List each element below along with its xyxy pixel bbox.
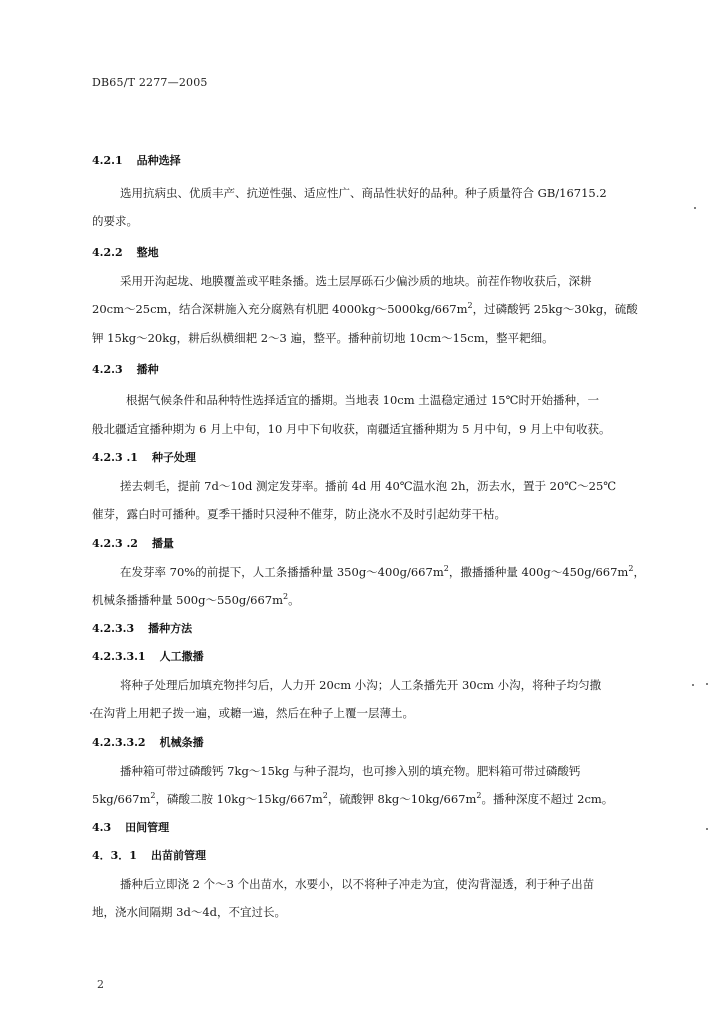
section-title: 播种 <box>136 363 159 376</box>
section-number: 4.2.3 .1 <box>92 451 138 464</box>
paragraph-line: 在沟背上用耙子拨一遍，或耱一遍，然后在种子上覆一层薄土。 <box>92 706 414 720</box>
paragraph-line: 般北疆适宜播种期为 6 月上中旬，10 月中下旬收获，南疆适宜播种期为 5 月中旬，9 月上中旬收获。 <box>92 422 611 436</box>
section-heading-4-2-1 <box>92 152 181 168</box>
paragraph-line: 播种后立即浇 2 个～3 个出苗水，水要小，以不将种子冲走为宜，使沟背湿透，利于种子出苗 <box>120 877 595 891</box>
section-number: 4.3 <box>92 821 112 834</box>
section-heading-4-3 <box>92 819 169 835</box>
section-title: 整地 <box>136 246 159 259</box>
section-title: 人工撒播 <box>159 650 204 663</box>
paragraph-line: 钾 15kg～20kg，耕后纵横细耙 2～3 遍，整平。播种前切地 10cm～15cm，整平耙细。 <box>92 331 554 345</box>
section-number: 4.2.2 <box>92 246 123 259</box>
scan-speck <box>692 684 694 686</box>
paragraph-line: 选用抗病虫、优质丰产、抗逆性强、适应性广、商品性状好的品种。种子质量符合 GB/16715.2 <box>120 186 607 200</box>
document-header: DB65/T 2277—2005 <box>92 76 208 89</box>
paragraph-line: 地，浇水间隔期 3d～4d，不宜过长。 <box>92 905 287 919</box>
page-number: 2 <box>97 978 104 991</box>
section-heading-4-2-3 <box>92 361 159 377</box>
section-heading-4-2-2 <box>92 244 159 260</box>
section-number: 4．3．1 <box>92 849 137 862</box>
scan-speck <box>706 828 708 830</box>
section-title: 机械条播 <box>159 736 204 749</box>
paragraph-line: 根据气候条件和品种特性选择适宜的播期。当地表 10cm 土温稳定通过 15℃时开始播种，一 <box>126 393 599 407</box>
section-number: 4.2.3.3.1 <box>92 650 146 663</box>
paragraph-line: 在发芽率 70%的前提下，人工条播播种量 $350g\sim 400g/667m^2$，撒播播种量 $400g\sim 450g/667m^2$， <box>120 564 645 579</box>
section-heading-4-2-3-3-2 <box>92 734 204 750</box>
section-title: 种子处理 <box>151 451 196 464</box>
scan-speck <box>694 207 696 209</box>
paragraph-line: 催芽，露白时可播种。夏季干播时只浸种不催芽，防止浇水不及时引起幼芽干枯。 <box>92 507 506 521</box>
section-title: 品种选择 <box>136 154 181 167</box>
section-title: 播种方法 <box>148 622 193 635</box>
paragraph-line: 采用开沟起垅、地膜覆盖或平畦条播。选土层厚砾石少偏沙质的地块。前茬作物收获后，深耕 <box>120 274 592 288</box>
section-heading-4-2-3-3 <box>92 620 192 636</box>
section-heading-4-2-3-1 <box>92 449 196 465</box>
section-number: 4.2.1 <box>92 154 123 167</box>
section-number: 4.2.3 <box>92 363 123 376</box>
section-heading-4-3-1 <box>92 847 206 863</box>
section-title: 出苗前管理 <box>150 849 206 862</box>
paragraph-line: 机械条播播种量 $500g\sim 550g/667m^2$。 <box>92 592 300 607</box>
section-number: 4.2.3.3 <box>92 622 135 635</box>
section-number: 4.2.3 .2 <box>92 537 138 550</box>
scan-speck <box>90 712 92 714</box>
section-heading-4-2-3-2 <box>92 535 174 551</box>
scan-speck <box>706 683 708 685</box>
section-number: 4.2.3.3.2 <box>92 736 146 749</box>
paragraph-line: 20cm～25cm，结合深耕施入充分腐熟有机肥 $4000kg\sim 5000kg/667m^2$，过磷酸钙 25kg～30kg，硫酸 <box>92 301 638 316</box>
paragraph-line: 搓去刺毛，提前 7d～10d 测定发芽率。播前 4d 用 40℃温水泡 2h，沥去水，置于 20℃～25℃ <box>120 479 617 493</box>
section-heading-4-2-3-3-1 <box>92 648 204 664</box>
section-title: 播量 <box>151 537 174 550</box>
paragraph-line: 将种子处理后加填充物拌匀后，人力开 20cm 小沟；人工条播先开 30cm 小沟，将种子均匀撒 <box>120 678 602 692</box>
paragraph-line: 播种箱可带过磷酸钙 7kg～15kg 与种子混均，也可掺入别的填充物。肥料箱可带过磷酸钙 <box>120 764 581 778</box>
section-title: 田间管理 <box>125 821 170 834</box>
paragraph-line: 的要求。 <box>92 214 138 228</box>
paragraph-line: $5kg/667m^2$，磷酸二胺 $10kg\sim 15kg/667m^2$，硫酸钾 $8kg\sim 10kg/667m^2$。播种深度不超过 2cm。 <box>92 791 614 806</box>
